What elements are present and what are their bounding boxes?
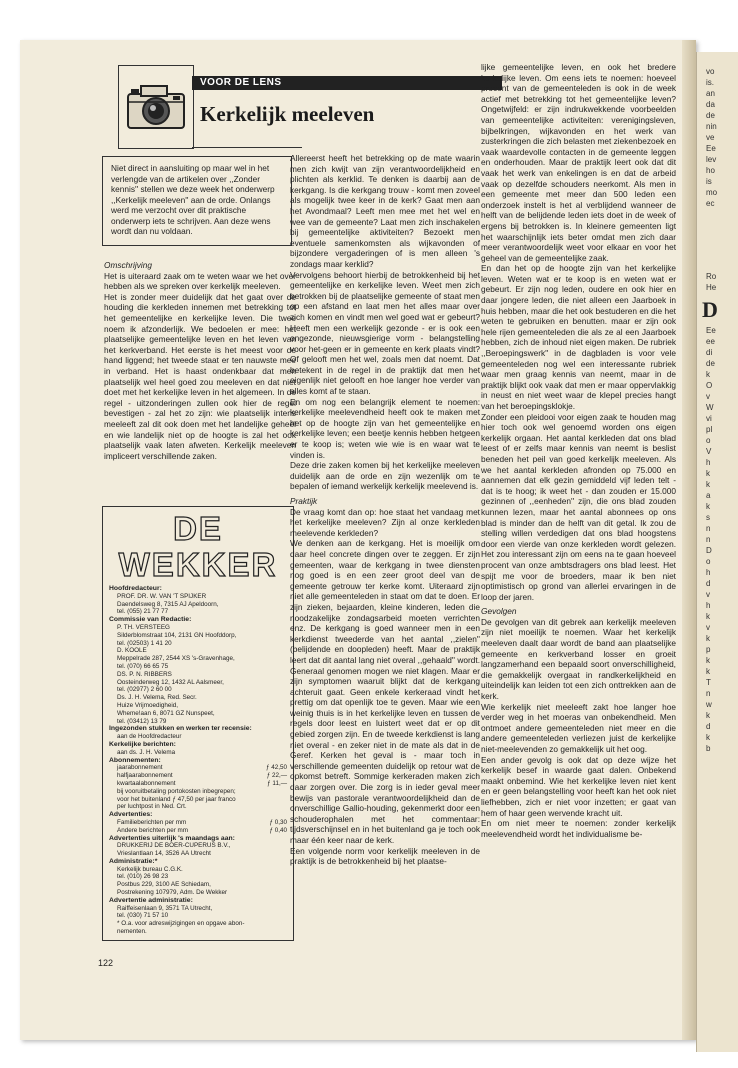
paragraph: De vraag komt dan op: hoe staat het vandaag met het kerkelijke meeleven? Zijn al onze kerkleden meelevende kerkleden?	[290, 506, 480, 538]
colophon-line: DRUKKERIJ DE BOER-CUPERUS B.V.,	[117, 842, 231, 850]
colophon-line: Meppelrade 287, 2544 XS 's-Gravenhage,	[117, 655, 235, 663]
colophon-line: tel. (030) 71 57 10	[117, 912, 169, 920]
price-row	[109, 780, 287, 788]
de-wekker-logo: DE WEKKER	[118, 510, 278, 583]
title-rule	[192, 147, 302, 148]
price-label: Andere berichten per mm	[117, 826, 189, 834]
adjacent-text-fragment: k	[706, 502, 710, 511]
paragraph: Zonder een pleidooi voor eigen zaak te houden mag hier toch ook wel genoemd worden ons eigen kerkelijk orgaan. Het aantal kerkleden dat ons blad leest of er zelfs maar kennis van neemt is beslist beneden het peil van goed kerkelijk meeleven. Als we het aantal kerkleden afronden op 75.000 en aannemen dat elk gezin gemiddeld vijf leden telt - dat is te hoog; ik weet het - dan zouden er 15.000 gezinnen of ,,eenheden'' zijn, die ons blad zouden kunnen lezen, maar het aantal abonnees op ons blad is minder dan de helft van dit getal. Ik zou de stelling willen verdedigen dat ons blad hoogstens door een vierde van onze kerkleden wordt gelezen. Het zou interessant zijn om eens na te gaan hoeveel procent van onze ambtsdragers ons blad leest. Het spijt me voor de broeders, maar ik ben niet optimistisch op grond van allerlei ervaringen in de loop der jaren.	[481, 411, 676, 602]
paragraph: Het is zonder meer duidelijk dat het gaat over de houding die kerkleden innemen met betrekking tot het gemeentelijke en kerkelijke leven. Die twee noem ik afzonderlijk. We bedoelen er mee: het plaatselijke gemeentelijke leven en het leven van het kerkverband. Het eerste is het meest voor de hand liggend; het tweede staat er ten nauwste mee in verband. Het is haast ondenkbaar dat men plaatselijk wel heel goed zou meeleven en dat niet doet met het kerkelijke leven in het algemeen. In de regel - uitzonderingen zullen ook hier de regel bevestigen - zal het zo zijn: wie plaatselijk intens meeleeft zal dit ook doen met het landelijke geheel en wie landelijk niet op de hoogte is zal het ook plaatselijk vaak laten afweten. Kerkelijk meeleven impliceert verschillende zaken.	[104, 291, 296, 461]
magazine-page	[20, 40, 696, 1040]
camera-logo-box	[118, 65, 194, 149]
adjacent-text-fragment: lev	[706, 155, 717, 164]
page-spine	[682, 40, 696, 1040]
adjacent-text-fragment: h	[706, 568, 711, 577]
adjacent-text-fragment: da	[706, 100, 715, 109]
adjacent-text-fragment: n	[706, 535, 711, 544]
adjacent-text-fragment: k	[706, 711, 710, 720]
paragraph: We denken aan de kerkgang. Het is moeilijk om daar heel concrete dingen over te zeggen. Er zijn gemeenten, waar de kerkgang in twee diensten nog goed is en een zeer groot deel van de gemeente getrouw ter kerke komt. Uiteraard zijn niet alle gemeenteleden in staat om dat te doen. Er zijn zieken, bejaarden, kleine kinderen, leden die noodzakelijke zondagsarbeid moeten verrichten enz. De kerkgang is goed wanneer men in een kerkdienst tweederde van het aantal ,,zielen'' (belijdende en doopleden) heeft. Maar de praktijk leert dat dit aantal lang niet overal ,,gehaald'' wordt. Generaal genomen mogen we niet klagen. Maar er zijn symptomen waaruit blijkt dat de kerkgang achteruit gaat. Geen enkele kerkeraad vindt het prettig om dat openlijk toe te geven. Maar wie een weinig thuis is in het kerkelijke leven en tussen de regels door leest en luistert weet dat er op dit gebied zorgen zijn. En de tweede kerkdienst is lang niet overal - en zeker niet in de mate als dat in de Geref. Kerken het geval is - maar toch in verschillende gemeenten duidelijk op retour wat de opkomst betreft. Sommige kerkeraden maken zich daar zorgen over. Die zorg is in ieder geval meer bewijs van pastorale verantwoordelijkheid dan de onverschillige Gallio-houding, gekenmerkt door een schouderophalen met het commentaar: tijdsverschijnsel en in het buitenland ga je toch ook maar één keer naar de kerk.	[290, 538, 480, 845]
colophon-heading: Kerkelijke berichten:	[109, 740, 176, 748]
colophon-line: Raiffeisenlaan 9, 3571 TA Utrecht,	[117, 904, 213, 912]
adjacent-text-fragment: v	[706, 392, 710, 401]
adjacent-text-fragment: n	[706, 689, 711, 698]
adjacent-text-fragment: ve	[706, 133, 715, 142]
section-header: VOOR DE LENS	[192, 76, 502, 90]
adjacent-text-fragment: mo	[706, 188, 718, 197]
adjacent-text-fragment: vi	[706, 414, 712, 423]
colophon-heading: Advertenties uiterlijk 's maandags aan:	[109, 834, 235, 842]
adjacent-text-fragment: ee	[706, 337, 715, 346]
adjacent-text-fragment: k	[706, 667, 710, 676]
adjacent-text-fragment: D	[706, 546, 712, 555]
colophon-line: tel. (055) 21 77 77	[117, 608, 169, 616]
adjacent-text-fragment: W	[706, 403, 714, 412]
column-1	[104, 256, 296, 461]
colophon-line: Vrieslantlaan 14, 3526 AA Utrecht	[117, 850, 211, 858]
colophon-line: aan de Hoofdredacteur	[117, 733, 182, 741]
adjacent-text-fragment: s	[706, 513, 710, 522]
adjacent-text-mid	[697, 271, 738, 293]
adjacent-text-fragment: nin	[706, 122, 717, 131]
colophon-line: voor het buitenland ƒ 47,50 per jaar franco	[117, 795, 236, 803]
colophon-line: Kerkelijk bureau C.G.K.	[117, 865, 183, 873]
adjacent-text-fragment: d	[706, 722, 711, 731]
adjacent-drop-letter: D	[702, 297, 718, 322]
paragraph: De gevolgen van dit gebrek aan kerkelijk meeleven zijn niet moeilijk te noemen. Waar het kerkelijk meeleven daalt daar wordt de band aan plaatselijke gemeente en kerkverband losser en groeit langzamerhand een bepaald soort onverschilligheid, die gemakkelijk overgaat in randkerkelijkheid en uiteindelijk kan leiden tot een zich onttrekken aan de kerk.	[481, 616, 676, 702]
adjacent-text-fragment: ho	[706, 166, 715, 175]
paragraph: Een ander gevolg is ook dat op deze wijze het kerkelijk besef in waarde gaat dalen. Onbekend maakt onbemind. Wie het kerkelijke leven niet kent en er geen belangstelling voor heeft kan het ook niet liefhebben, zich er niet voor inzetten; er gaat van hem of haar geen wervende kracht uit.	[481, 754, 676, 818]
adjacent-text-fragment: a	[706, 491, 711, 500]
adjacent-text-fragment: k	[706, 656, 710, 665]
adjacent-text-fragment: k	[706, 733, 710, 742]
paragraph: Deze drie zaken komen bij het kerkelijke meeleven duidelijk aan de orde en zijn wezenlijk om te bepalen of iemand werkelijk kerkelijk meelevend is.	[290, 460, 480, 492]
price-row	[109, 772, 287, 780]
colophon-line: bij vooruitbetaling portokosten inbegrepen;	[117, 787, 236, 795]
adjacent-text-top	[697, 66, 738, 209]
adjacent-text-fragment: d	[706, 579, 711, 588]
colophon-line: Wheme!aan 6, 8071 GZ Nunspeet,	[117, 709, 215, 717]
price-row	[109, 827, 287, 835]
adjacent-text-fragment: vo	[706, 67, 715, 76]
adjacent-text-fragment: k	[706, 370, 710, 379]
paragraph: Vervolgens behoort hierbij de betrokkenheid bij het gemeentelijke en kerkelijke leven. Weet men zich betrokken bij de plaatselijke gemeente of staat men op een afstand en laat men het alles maar over zich komen en vindt men wel goed wat er gebeurt? Heeft men een werkelijk gezonde - er is ook een ongezonde, nieuwsgierige vorm - belangstelling voor het-geen er in gemeente en kerk plaats vindt? Of gelooft men het wel, zoals men dat noemt. Dat betekent in de regel in de praktijk dat men het eigenlijk niet gelooft en hoe langer hoe verder van alles komt af te staan.	[290, 269, 480, 397]
colophon-line: tel. (03412) 13 79	[117, 717, 167, 725]
colophon-line: Ds. J. H. Velema, Red. Secr.	[117, 694, 197, 702]
adjacent-text-fragment: h	[706, 601, 711, 610]
colophon-line: nementen.	[117, 928, 147, 936]
paragraph: Een volgende norm voor kerkelijk meeleven in de praktijk is de betrokkenheid bij het plaatse-	[290, 845, 480, 867]
subheading-omschrijving: Omschrijving	[104, 260, 152, 270]
price-value: ƒ 22,—	[266, 772, 287, 780]
price-value: ƒ 11,—	[267, 779, 287, 787]
adjacent-text-fragment: v	[706, 623, 710, 632]
price-value: ƒ 0,40	[269, 826, 287, 834]
adjacent-text-fragment: b	[706, 744, 711, 753]
adjacent-text-fragment: Ee	[706, 326, 716, 335]
adjacent-text-fragment: k	[706, 612, 710, 621]
adjacent-text-fragment: k	[706, 480, 710, 489]
colophon-heading: Hoofdredacteur:	[109, 585, 162, 592]
colophon-heading: Administratie:*	[109, 857, 158, 865]
paragraph: En om niet meer te noemen: zonder kerkelijk meelevendheid wordt het individualisme be-	[481, 818, 676, 839]
adjacent-text-fragment: an	[706, 89, 715, 98]
price-label: jaarabonnement	[117, 764, 163, 772]
colophon-line: DS. P. N. RIBBERS	[117, 670, 172, 678]
column-2	[290, 153, 480, 867]
colophon-line: per luchtpost in Ned. Crt.	[117, 803, 187, 811]
colophon-line: Postbus 229, 3100 AE Schiedam,	[117, 881, 211, 889]
paragraph: Het is uiteraard zaak om te weten waar we het over hebben als we spreken over kerkelijk meeleven.	[104, 270, 296, 292]
adjacent-text-fragment: is.	[706, 78, 714, 87]
adjacent-page-fragment	[696, 52, 738, 1052]
price-label: kwartaalabonnement	[117, 779, 176, 787]
adjacent-text-fragment: V	[706, 447, 712, 456]
colophon-line: D. KOOLE	[117, 647, 147, 655]
adjacent-text-fragment: di	[706, 348, 713, 357]
colophon-line: PROF. DR. W. VAN 'T SPIJKER	[117, 592, 207, 600]
colophon-line: Huize Vrijmoedigheid,	[117, 701, 179, 709]
colophon-heading: Commissie van Redactie:	[109, 616, 192, 624]
article-title: Kerkelijk meeleven	[200, 102, 375, 126]
subheading-praktijk: Praktijk	[290, 496, 318, 506]
colophon-line: aan ds. J. H. Velema	[117, 748, 176, 756]
colophon-line: * O.a. voor adreswijzigingen en opgave abon-	[117, 920, 245, 928]
subheading-gevolgen: Gevolgen	[481, 606, 517, 617]
adjacent-text-fragment: de	[706, 111, 715, 120]
adjacent-text-fragment: o	[706, 557, 711, 566]
adjacent-text-fragment: ec	[706, 199, 715, 208]
paragraph: En dan het op de hoogte zijn van het kerkelijke leven. Weten wat er te koop is en weten wat er gebeurt. Er zijn nog leden, oudere en ook hier en daar jongere leden, die niet alleen een Jaarboek in huis hebben, maar die het ook bestuderen en die het weten te gebruiken en benutten. maar er zijn ook hele rijen gemeenteleden die als ze al een Jaarboek hebben, zich de inhoud niet eigen maken. De rubriek ,,Beroepingswerk'' in de dagbladen is voor vele gemeenteleden nog wel een interessante rubriek waar men graag kennis van neemt, maar in de praktijk blijkt ook vaak dat men er maar oppervlakkig in neust en niet weet waar de klepel precies hangt van het beroepingsklokje.	[481, 263, 676, 411]
adjacent-text-fragment: h	[706, 458, 711, 467]
adjacent-text-fragment: p	[706, 645, 711, 654]
colophon-line: tel. (02977) 2 60 00	[117, 686, 172, 694]
colophon-line: tel. (010) 26 98 23	[117, 873, 169, 881]
colophon-line: Silderblomstraat 104, 2131 GN Hoofddorp,	[117, 631, 237, 639]
adjacent-text-fragment: n	[706, 524, 711, 533]
price-value: ƒ 42,50	[265, 764, 287, 772]
camera-icon	[125, 80, 187, 134]
paragraph: Wie kerkelijk niet meeleeft zakt hoe langer hoe verder weg in het moeras van onbekendheid. Men ontmoet andere gemeenteleden niet meer en die andere gemeenteleden verliezen juist de kerkelijke niet-meelevenden zo gemakkelijk uit het oog.	[481, 701, 676, 754]
adjacent-text-fragment: de	[706, 359, 715, 368]
adjacent-text-fragment: v	[706, 590, 710, 599]
price-label: halfjaarabonnement	[117, 772, 173, 780]
colophon-box	[102, 506, 294, 941]
adjacent-text-fragment: o	[706, 436, 711, 445]
colophon-line: Postrekening 107979, Adm. De Wekker	[117, 889, 228, 897]
colophon-heading: Ingezonden stukken en werken ter recensie:	[109, 725, 252, 733]
colophon-line: P. TH. VERSTEEG	[117, 623, 170, 631]
page-number: 122	[98, 958, 114, 968]
price-row	[109, 819, 287, 827]
colophon-text	[109, 585, 287, 936]
price-value: ƒ 0,30	[269, 818, 287, 826]
adjacent-text-fragment: w	[706, 700, 712, 709]
paragraph: Allereerst heeft het betrekking op de mate waarin men zich kwijt van zijn verantwoordelijkheid en plichten als kerklid. Te denken is daarbij aan de kerkgang. Is die kerkgang trouw - komt men zoveel als mogelijk twee keer in de kerk? Gaat men aan het Avondmaal? Leeft men mee met het wel en wee van de gemeente? Laat men zich inschakelen bij gemeentelijke aktiviteiten? Bezoekt men eventuele samenkomsten als wijkavonden of bijzondere vergaderingen of is men alleen 's zondags maar kerklid?	[290, 153, 480, 269]
price-row	[109, 764, 287, 772]
adjacent-text-fragment: k	[706, 634, 710, 643]
colophon-line: tel. (02503) 1 41 20	[117, 639, 172, 647]
colophon-line: Oosteinderweg 12, 1432 AL Aalsmeer,	[117, 678, 224, 686]
adjacent-text-fragment: T	[706, 678, 711, 687]
colophon-heading: Abonnementen:	[109, 756, 161, 764]
colophon-line: Daendelsweg 8, 7315 AJ Apeldoorn,	[117, 600, 219, 608]
adjacent-text-fragment: He	[706, 283, 717, 292]
adjacent-text-fragment: O	[706, 381, 713, 390]
price-label: Familieberichten per mm	[117, 818, 187, 826]
colophon-heading: Advertenties:	[109, 811, 153, 819]
adjacent-text-fragment: Ro	[706, 272, 717, 281]
paragraph: En om nog een belangrijk element te noemen: kerkelijke meelevendheid heeft ook te maken met het op de hoogte zijn van het gemeentelijke en kerkelijke leven; een beetje kennis hebben hetgeen er te koop is; weten wie wie is en waar wat te vinden is.	[290, 396, 480, 460]
adjacent-text-fragment: Ee	[706, 144, 716, 153]
adjacent-text-fragment: pl	[706, 425, 713, 434]
intro-box: Niet direct in aansluiting op maar wel in het verlengde van de artikelen over ,,Zonder kennis'' stellen we deze week het onderwerp ,,Kerkelijk meeleven'' aan de orde. Onlangs werd me verzocht over dit praktische onderwerp iets te schrijven. Aan deze wens wordt dan nu voldaan.	[102, 156, 292, 246]
adjacent-text-bottom	[697, 325, 738, 754]
adjacent-text-fragment: is	[706, 177, 712, 186]
colophon-heading: Advertentie administratie:	[109, 896, 193, 904]
paragraph: lijke gemeentelijke leven, en ook het bredere kerkelijke leven. Om eens iets te noemen: hoeveel procent van de gemeenteleden is ook in de week actief met betrekking tot het gemeentelijke leven? Ongetwijfeld: er zijn indrukwekkende voorbeelden van gemeentelijke activiteiten: verenigingsleven, bijbelkringen, wijkavonden en het werk van zusterkringen die zich belasten met ziekenbezoek en vaak waardevolle contacten in de gemeente leggen en onderhouden. Maar de praktijk leert ook dat dit vaak het werk van enkelingen is en dat de arbeid vaak op dezelfde schouders neerkomt. Als men in een gemeente met meer dan 500 leden een onderzoek instelt is het al verblijdend wanneer de helft van de belijdende leden iets doet in de week of ergens bij betrokken is. In kleinere gemeenten ligt het waarschijnlijk iets beter omdat men zich daar meer verantwoordelijk weet voor elkaar en voor het geheel van de gemeentelijke zaak.	[481, 62, 676, 263]
column-3	[481, 62, 676, 839]
adjacent-text-fragment: k	[706, 469, 710, 478]
colophon-line: tel. (070) 66 65 75	[117, 662, 169, 670]
